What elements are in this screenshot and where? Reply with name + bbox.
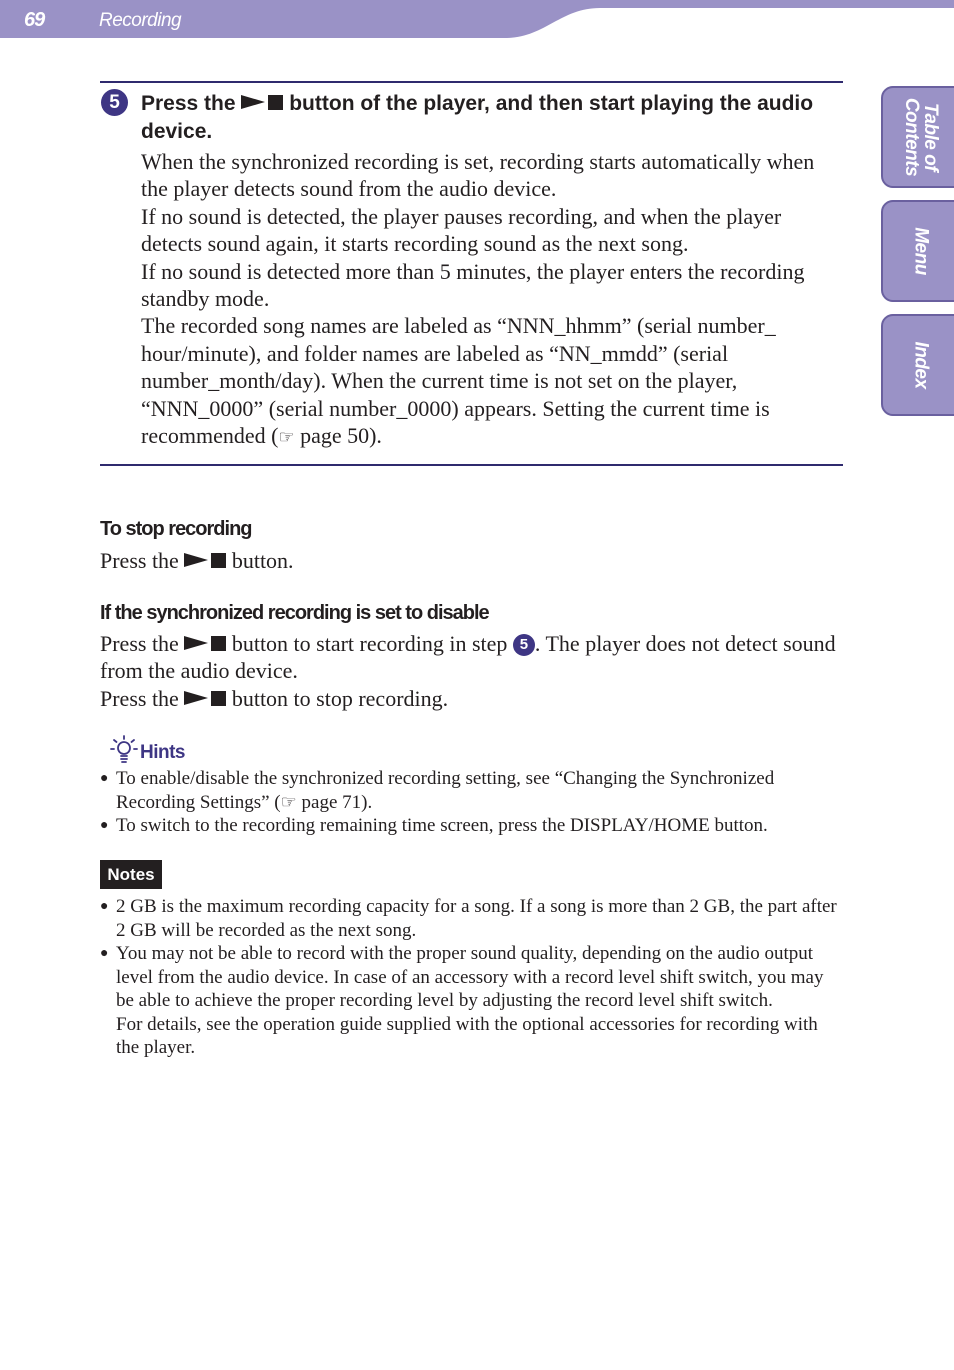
note-text: 2 GB is the maximum recording capacity for a song. If a song is more than 2 GB, the part after 2 GB will be recorded as the next song. xyxy=(116,896,837,941)
step-paragraph: If no sound is detected, the player pauses recording, and when the player detects sound again, it starts recording sound as the next song. xyxy=(141,203,782,257)
list-item xyxy=(100,814,845,838)
notes-badge: Notes xyxy=(100,860,162,889)
step-reference-badge: 5 xyxy=(513,634,535,656)
step-paragraph: If no sound is detected more than 5 minutes, the player enters the recording standby mode. xyxy=(141,258,805,312)
tab-index[interactable] xyxy=(881,314,954,416)
tab-menu[interactable] xyxy=(881,200,954,302)
hints-list xyxy=(100,767,845,838)
tab-table-of-contents[interactable] xyxy=(881,86,954,188)
stop-recording-text xyxy=(100,547,845,574)
step-body xyxy=(141,148,841,451)
hints-heading xyxy=(110,734,185,766)
stop-text-1: Press the xyxy=(100,548,185,573)
sync-disable-text xyxy=(100,630,845,712)
list-item xyxy=(100,942,845,1060)
tab-menu-label: Menu xyxy=(910,227,932,275)
page-reference-icon: ☞ xyxy=(280,791,297,812)
page-number: 69 xyxy=(24,9,45,31)
stop-icon xyxy=(211,636,226,651)
note-text: You may not be able to record with the proper sound quality, depending on the audio output level from the audio device. In case of an accessory with a record level shift switch, you may be able to achieve the proper recording level by adjusting the record level shift switch. xyxy=(116,943,824,1011)
page-header xyxy=(0,0,954,40)
list-item xyxy=(100,895,845,942)
note-text: For details, see the operation guide supplied with the optional accessories for recording with the player. xyxy=(116,1013,818,1058)
bullet-icon: ● xyxy=(100,818,109,833)
page-reference-link[interactable]: page 71). xyxy=(296,791,373,813)
stop-icon xyxy=(211,691,226,706)
list-item xyxy=(100,767,845,814)
step-number-badge: 5 xyxy=(101,89,128,116)
lightbulb-icon xyxy=(110,734,138,764)
play-icon xyxy=(184,691,208,705)
play-icon xyxy=(184,636,208,650)
step-paragraph: When the synchronized recording is set, recording starts automatically when the player detects sound from the audio device. xyxy=(141,149,815,202)
play-icon xyxy=(184,553,208,567)
stop-recording-heading: To stop recording xyxy=(100,518,252,540)
bullet-icon: ● xyxy=(100,946,109,961)
hint-text: To enable/disable the synchronized recording setting, see “Changing the Synchronized Recording Settings” ( xyxy=(116,768,775,813)
section-title: Recording xyxy=(99,10,182,31)
disable-text-3: . The player does not detect sound from the audio device. xyxy=(100,631,836,684)
step-heading xyxy=(141,90,841,146)
stop-icon xyxy=(211,553,226,568)
play-icon xyxy=(241,95,265,109)
hint-text: To switch to the recording remaining time screen, press the DISPLAY/HOME button. xyxy=(116,815,768,836)
sync-disable-heading: If the synchronized recording is set to disable xyxy=(100,602,489,624)
tab-toc-label: Table of Contents xyxy=(901,97,941,177)
stop-icon xyxy=(268,95,283,110)
notes-list xyxy=(100,895,845,1060)
disable-text-1: Press the xyxy=(100,631,185,656)
step-heading-text-1: Press the xyxy=(141,92,242,115)
disable-text-4: Press the xyxy=(100,685,185,711)
tab-index-label: Index xyxy=(910,341,932,389)
hints-title: Hints xyxy=(140,742,185,763)
step-heading-text-2: button of the player, and then start playing the audio device. xyxy=(141,92,814,143)
bullet-icon: ● xyxy=(100,771,109,786)
disable-text-2: button to start recording in step xyxy=(226,631,513,656)
page-reference-link[interactable]: page 50). xyxy=(294,423,382,449)
stop-text-2: button. xyxy=(226,548,294,573)
step-paragraph-last-text: The recorded song names are labeled as “NNN_hhmm” (serial number_ hour/minute), and folder names are labeled as “NN_mmdd” (serial number_month/day). When the current time is not set on the player, “NNN_0000” (serial number_0000) appears. Setting the current time is recommended ( xyxy=(141,313,776,449)
disable-text-5: button to stop recording. xyxy=(226,685,449,711)
step-paragraph-last xyxy=(141,312,841,451)
bullet-icon: ● xyxy=(100,899,109,914)
page-reference-icon: ☞ xyxy=(278,427,295,448)
